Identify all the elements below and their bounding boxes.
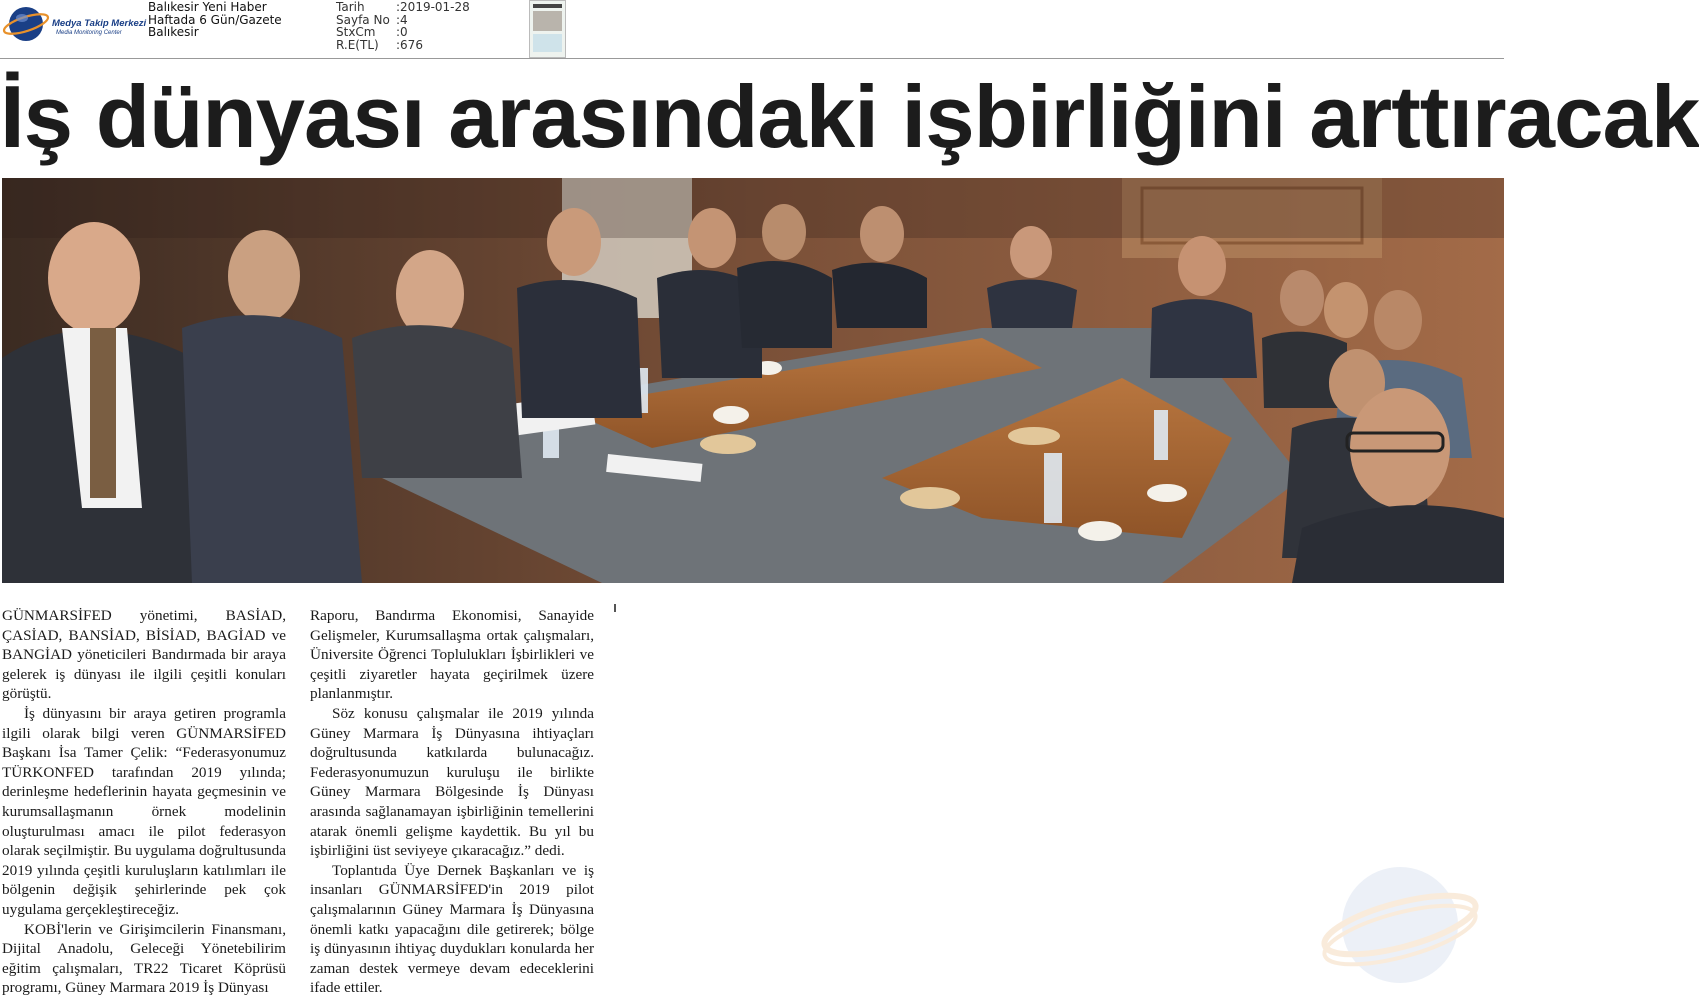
logo-subtitle: Media Monitoring Center	[56, 30, 122, 36]
headline	[0, 60, 1699, 174]
meeting-photo-illustration	[2, 178, 1504, 583]
article-column-2	[310, 606, 594, 998]
watermark-logo	[1320, 850, 1480, 1000]
publication-frequency: Haftada 6 Gün/Gazete	[148, 12, 282, 27]
watermark-globe-icon	[1320, 850, 1480, 1000]
column-mark	[614, 604, 616, 612]
thumbnail-headline	[533, 4, 562, 8]
article-paragraph: Raporu, Bandırma Ekonomisi, Sanayide Gelişmeler, Kurumsallaşma ortak çalışmaları, Üniversite Öğrenci Toplulukları İşbirlikleri ve çeşitli ziyaretler hayata geçirilmek üzere planlanmıştır.	[310, 607, 594, 703]
thumbnail-ad	[533, 34, 562, 52]
meta-value: :0	[396, 25, 408, 39]
meta-key: Sayfa No	[336, 12, 390, 27]
media-monitoring-logo	[2, 2, 147, 46]
article-paragraph: Söz konusu çalışmalar ile 2019 yılında Güney Marmara İş Dünyasına ihtiyaçları doğrultusunda katkılarda bulunacağız. Federasyonumuzun kuruluşu ile birlikte Güney Marmara Bölgesinde İş Dünyası arasında sağlanamayan işbirliğinin temellerini atarak önemli gelişme kaydettik. Bu yıl bu işbirliğini üst seviyeye çıkaracağız.” dedi.	[310, 704, 594, 860]
meta-value: :676	[396, 37, 423, 52]
publication-city: Balıkesir	[148, 25, 199, 39]
page-thumbnail[interactable]	[529, 0, 566, 58]
article-paragraph: GÜNMARSİFED yönetimi, BASİAD, ÇASİAD, BANSİAD, BİSİAD, BAGİAD ve BANGİAD yöneticileri Bandırmada bir araya gelerek iş dünyası ile ilgili çeşitli konuları görüştü.	[2, 607, 286, 703]
publication-info	[148, 1, 282, 39]
meta-value: :2019-01-28	[396, 0, 470, 14]
meta-key: Tarih	[336, 0, 365, 14]
clipping-header	[0, 0, 1504, 58]
clipping-meta	[336, 1, 470, 51]
article-paragraph: İş dünyasını bir araya getiren programla ilgili olarak bilgi veren GÜNMARSİFED Başkanı İsa Tamer Çelik: “Federasyonumuz TÜRKONFED tarafından 2019 yılında; derinleşme hedeflerinin hayata geçmesinin ve kurumsallaşmanın örnek modelinin oluşturulması amacı ile pilot federasyon olarak seçilmiştir. Bu uygulama doğrultusunda 2019 yılında çeşitli kuruluşların katılımları ile bölgenin değişik şehirlerinde pek çok uygulama gerçekleştireceğiz.	[2, 704, 286, 918]
publication-name: Balıkesir Yeni Haber	[148, 0, 267, 14]
meeting-photo	[2, 178, 1504, 583]
globe-icon	[2, 2, 52, 46]
meta-key: StxCm	[336, 25, 376, 39]
thumbnail-photo	[533, 11, 562, 31]
meta-value: :4	[396, 12, 408, 27]
header-divider	[0, 58, 1504, 59]
headline-text: İş dünyası arasındaki işbirliğini arttıracak	[0, 67, 1699, 166]
article-paragraph: KOBİ'lerin ve Girişimcilerin Finansmanı, Dijital Anadolu, Geleceği Yönetebilirim eğitim çalışmaları, TR22 Ticaret Köprüsü programı, Güney Marmara 2019 İş Dünyası	[2, 920, 286, 997]
meta-row-ad-value	[336, 39, 470, 52]
meta-key: R.E(TL)	[336, 37, 379, 52]
logo-name: Medya Takip Merkezi	[52, 18, 147, 29]
article-paragraph: Toplantıda Üye Dernek Başkanları ve iş insanları GÜNMARSİFED'in 2019 pilot çalışmalarının Güney Marmara İş Dünyasına önemli katkı yapacağını dile getirerek; bölge iş dünyasının ihtiyaç duydukları konularda her zaman destek vermeye devam edeceklerini ifade ettiler.	[310, 861, 594, 997]
article-column-1	[2, 606, 286, 998]
